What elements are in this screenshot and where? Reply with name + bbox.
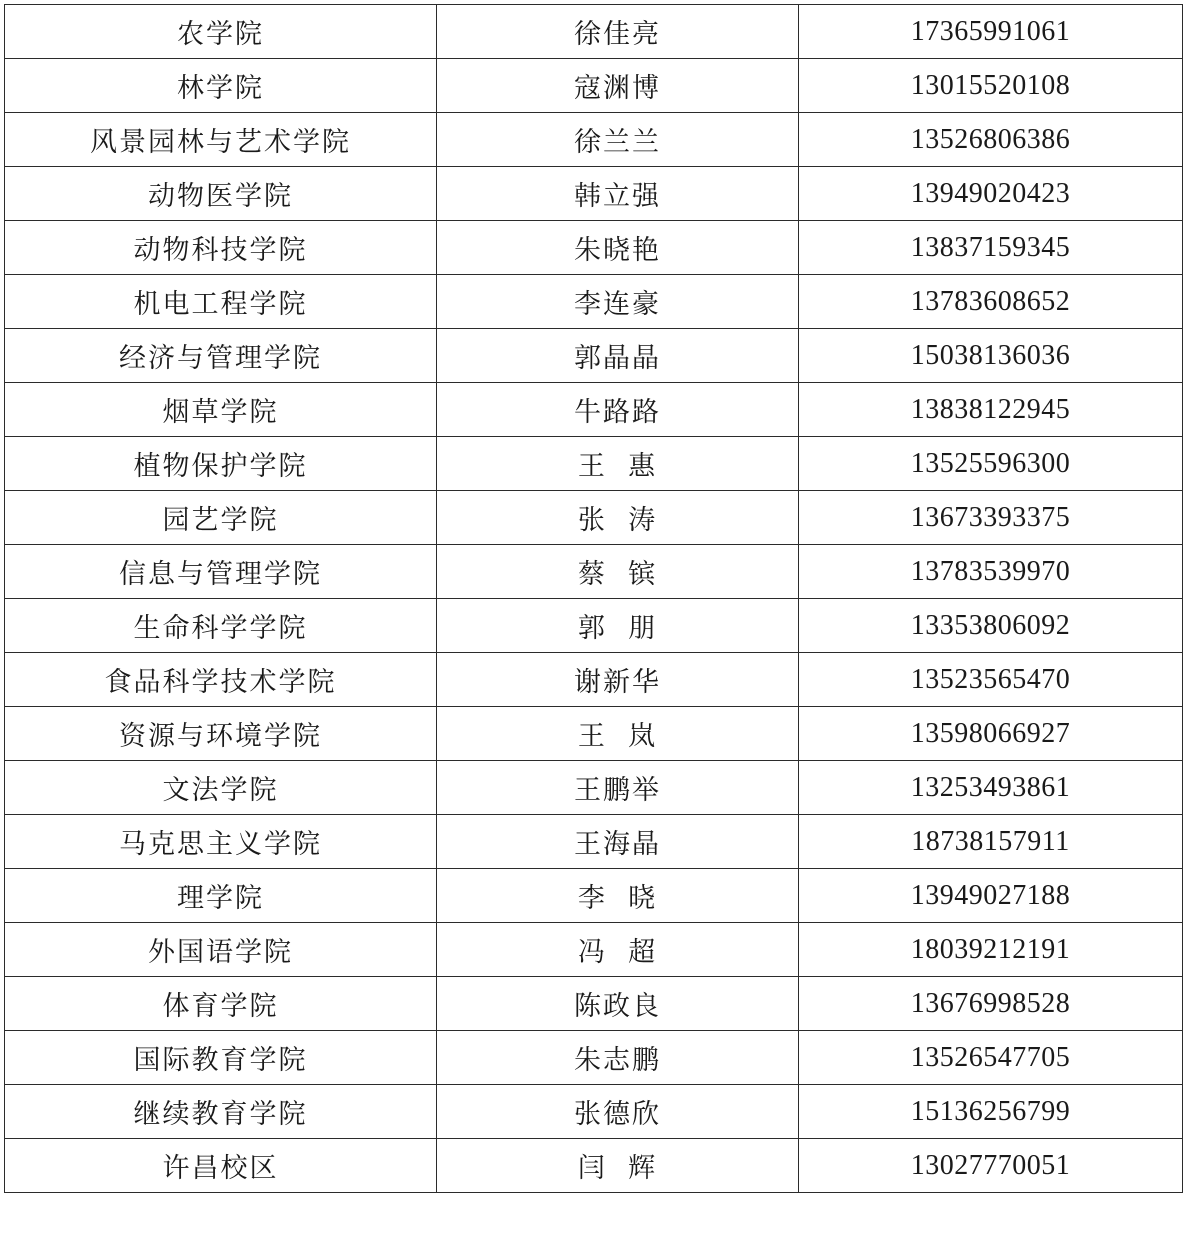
college-name-cell: 信息与管理学院 xyxy=(5,545,437,599)
phone-number-cell: 15038136036 xyxy=(799,329,1183,383)
contact-person-cell: 郭晶晶 xyxy=(437,329,799,383)
contact-person-cell: 韩立强 xyxy=(437,167,799,221)
contact-person-cell: 徐佳亮 xyxy=(437,5,799,59)
college-name-cell: 林学院 xyxy=(5,59,437,113)
table-row xyxy=(5,59,1183,113)
table-row xyxy=(5,977,1183,1031)
contact-table-sheet xyxy=(4,4,1182,1193)
contact-person-cell: 冯 超 xyxy=(437,923,799,977)
phone-number-cell: 13526547705 xyxy=(799,1031,1183,1085)
contact-person-cell: 李 晓 xyxy=(437,869,799,923)
phone-number-cell: 13783608652 xyxy=(799,275,1183,329)
table-row xyxy=(5,437,1183,491)
college-name-cell: 资源与环境学院 xyxy=(5,707,437,761)
contact-person-cell: 陈政良 xyxy=(437,977,799,1031)
contact-person-cell: 王 惠 xyxy=(437,437,799,491)
college-name-cell: 烟草学院 xyxy=(5,383,437,437)
contact-person-cell: 张 涛 xyxy=(437,491,799,545)
college-contact-table xyxy=(4,4,1183,1193)
table-row xyxy=(5,1031,1183,1085)
college-name-cell: 国际教育学院 xyxy=(5,1031,437,1085)
college-name-cell: 机电工程学院 xyxy=(5,275,437,329)
phone-number-cell: 13015520108 xyxy=(799,59,1183,113)
contact-person-cell: 朱晓艳 xyxy=(437,221,799,275)
contact-person-cell: 徐兰兰 xyxy=(437,113,799,167)
phone-number-cell: 13526806386 xyxy=(799,113,1183,167)
college-name-cell: 继续教育学院 xyxy=(5,1085,437,1139)
contact-person-cell: 李连豪 xyxy=(437,275,799,329)
table-row xyxy=(5,761,1183,815)
phone-number-cell: 13949020423 xyxy=(799,167,1183,221)
table-row xyxy=(5,1139,1183,1193)
phone-number-cell: 13253493861 xyxy=(799,761,1183,815)
contact-person-cell: 寇渊博 xyxy=(437,59,799,113)
table-row xyxy=(5,113,1183,167)
phone-number-cell: 13598066927 xyxy=(799,707,1183,761)
college-name-cell: 农学院 xyxy=(5,5,437,59)
table-row xyxy=(5,329,1183,383)
college-name-cell: 体育学院 xyxy=(5,977,437,1031)
phone-number-cell: 13673393375 xyxy=(799,491,1183,545)
table-row xyxy=(5,1085,1183,1139)
college-name-cell: 许昌校区 xyxy=(5,1139,437,1193)
table-row xyxy=(5,923,1183,977)
table-row xyxy=(5,815,1183,869)
contact-person-cell: 郭 朋 xyxy=(437,599,799,653)
college-name-cell: 动物科技学院 xyxy=(5,221,437,275)
contact-person-cell: 王 岚 xyxy=(437,707,799,761)
contact-person-cell: 闫 辉 xyxy=(437,1139,799,1193)
college-name-cell: 马克思主义学院 xyxy=(5,815,437,869)
contact-person-cell: 张德欣 xyxy=(437,1085,799,1139)
college-name-cell: 园艺学院 xyxy=(5,491,437,545)
contact-person-cell: 蔡 镔 xyxy=(437,545,799,599)
table-row xyxy=(5,653,1183,707)
college-name-cell: 风景园林与艺术学院 xyxy=(5,113,437,167)
phone-number-cell: 13837159345 xyxy=(799,221,1183,275)
table-row xyxy=(5,491,1183,545)
contact-person-cell: 谢新华 xyxy=(437,653,799,707)
phone-number-cell: 13838122945 xyxy=(799,383,1183,437)
table-row xyxy=(5,869,1183,923)
college-name-cell: 动物医学院 xyxy=(5,167,437,221)
contact-person-cell: 牛路路 xyxy=(437,383,799,437)
phone-number-cell: 13676998528 xyxy=(799,977,1183,1031)
contact-person-cell: 王鹏举 xyxy=(437,761,799,815)
table-row xyxy=(5,599,1183,653)
table-row xyxy=(5,707,1183,761)
table-row xyxy=(5,167,1183,221)
phone-number-cell: 18039212191 xyxy=(799,923,1183,977)
college-name-cell: 文法学院 xyxy=(5,761,437,815)
table-row xyxy=(5,545,1183,599)
phone-number-cell: 13783539970 xyxy=(799,545,1183,599)
phone-number-cell: 13523565470 xyxy=(799,653,1183,707)
college-name-cell: 理学院 xyxy=(5,869,437,923)
phone-number-cell: 13353806092 xyxy=(799,599,1183,653)
phone-number-cell: 13949027188 xyxy=(799,869,1183,923)
college-name-cell: 生命科学学院 xyxy=(5,599,437,653)
college-name-cell: 外国语学院 xyxy=(5,923,437,977)
contact-person-cell: 王海晶 xyxy=(437,815,799,869)
table-row xyxy=(5,5,1183,59)
phone-number-cell: 13027770051 xyxy=(799,1139,1183,1193)
table-row xyxy=(5,383,1183,437)
phone-number-cell: 17365991061 xyxy=(799,5,1183,59)
college-name-cell: 经济与管理学院 xyxy=(5,329,437,383)
contact-person-cell: 朱志鹏 xyxy=(437,1031,799,1085)
table-body xyxy=(5,5,1183,1193)
college-name-cell: 食品科学技术学院 xyxy=(5,653,437,707)
phone-number-cell: 18738157911 xyxy=(799,815,1183,869)
college-name-cell: 植物保护学院 xyxy=(5,437,437,491)
phone-number-cell: 15136256799 xyxy=(799,1085,1183,1139)
phone-number-cell: 13525596300 xyxy=(799,437,1183,491)
table-row xyxy=(5,275,1183,329)
table-row xyxy=(5,221,1183,275)
